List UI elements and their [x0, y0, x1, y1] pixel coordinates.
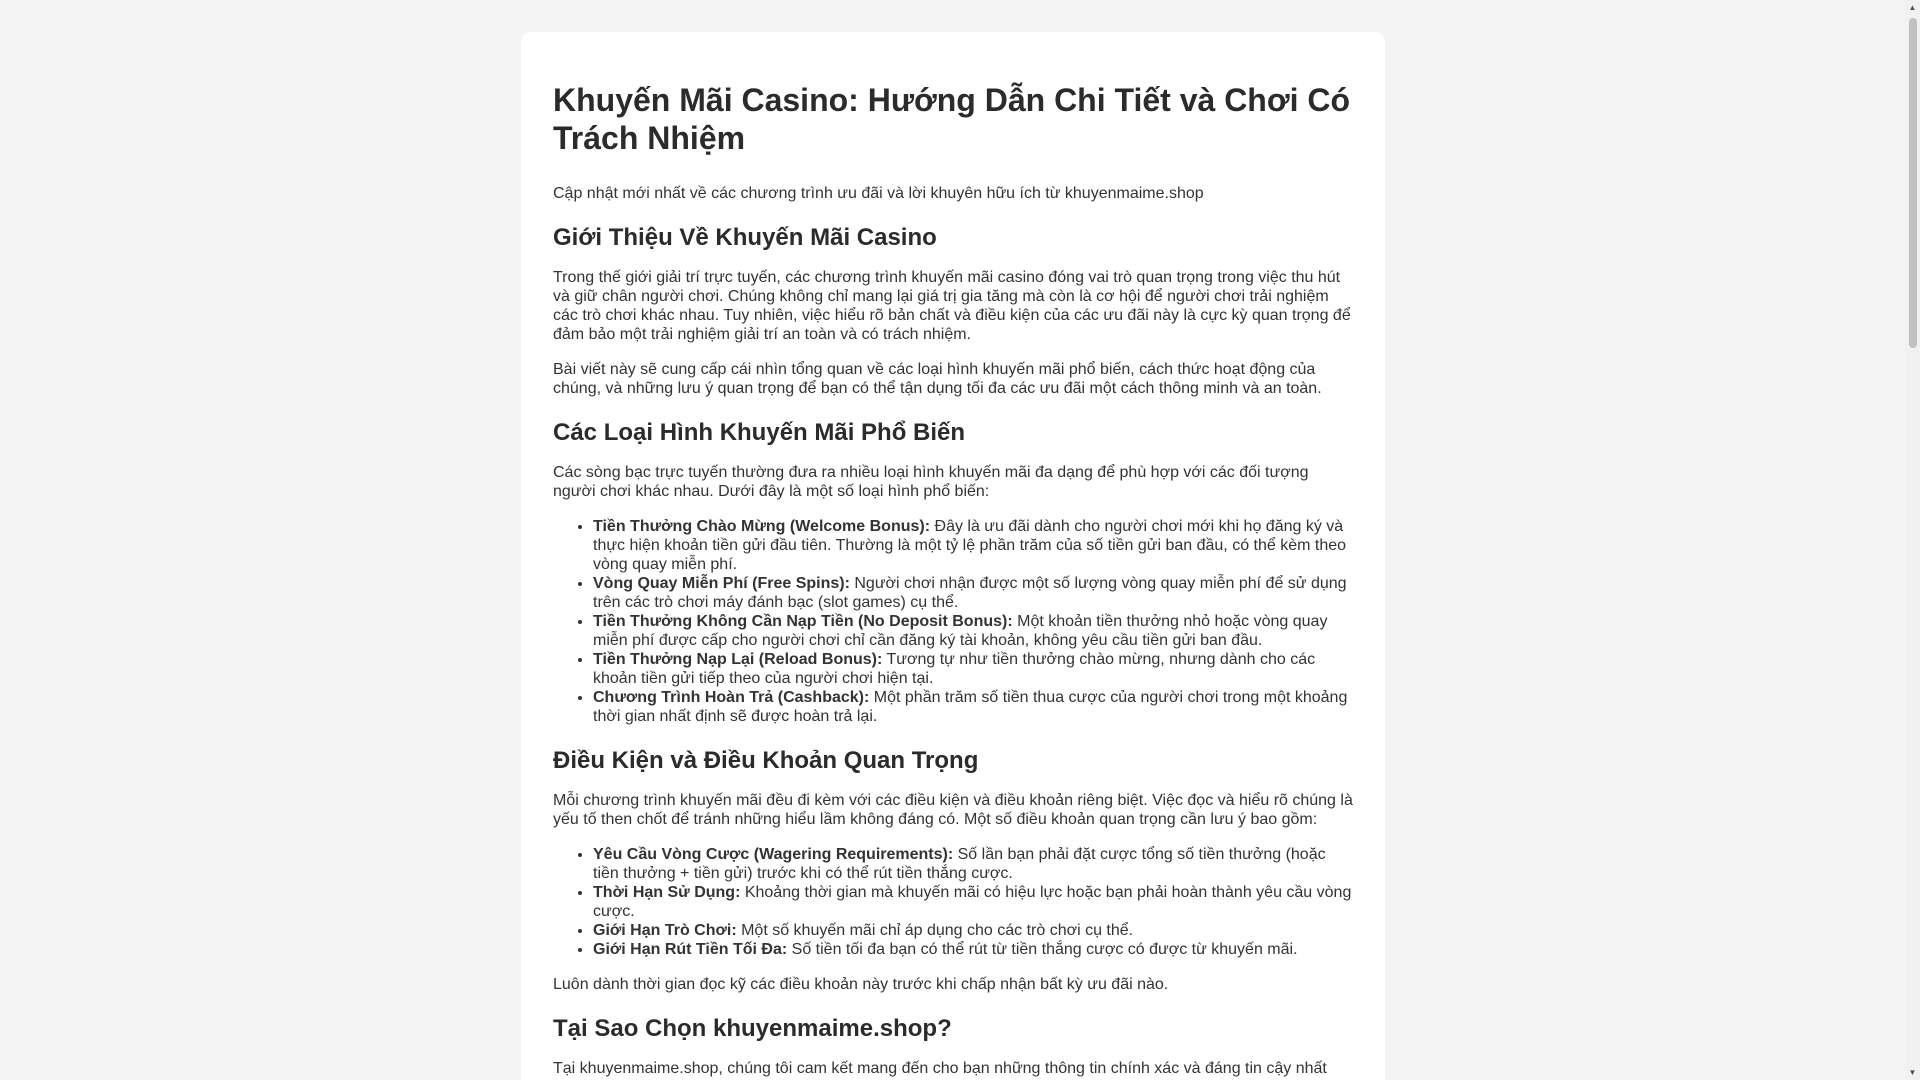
vertical-scrollbar[interactable] [1905, 0, 1920, 1080]
list-item [593, 688, 1353, 726]
list-item [593, 650, 1353, 688]
list-item-term: Thời Hạn Sử Dụng: [593, 884, 741, 901]
list-item-desc: Một số khuyến mãi chỉ áp dụng cho các trò chơi cụ thể. [736, 922, 1134, 939]
list-item-term: Giới Hạn Trò Chơi: [593, 922, 737, 939]
list-item [593, 574, 1353, 612]
list-item-term: Chương Trình Hoàn Trả (Cashback): [593, 689, 870, 706]
promotion-types-list [553, 517, 1353, 726]
list-item-desc: Khoảng thời gian mà khuyến mãi có hiệu lực hoặc bạn phải hoàn thành yêu cầu vòng cược. [593, 884, 1352, 920]
intro-paragraph-1: Trong thế giới giải trí trực tuyến, các chương trình khuyến mãi casino đóng vai trò quan trọng trong việc thu hút và giữ chân người chơi. Chúng không chỉ mang lại giá trị gia tăng mà còn là cơ hội để người chơi trải nghiệm các trò chơi khác nhau. Tuy nhiên, việc hiểu rõ bản chất và điều kiện của các ưu đãi này là cực kỳ quan trọng để đảm bảo một trải nghiệm giải trí an toàn và có trách nhiệm. [553, 269, 1351, 343]
why-paragraph: Tại khuyenmaime.shop, chúng tôi cam kết mang đến cho bạn những thông tin chính xác và đáng tin cậy nhất [553, 1060, 1327, 1077]
list-item-desc: Đây là ưu đãi dành cho người chơi mới khi họ đăng ký và thực hiện khoản tiền gửi đầu tiên. Thường là một tỷ lệ phần trăm của số tiền gửi ban đầu, có thể kèm theo vòng quay miễn phí. [593, 518, 1347, 573]
list-item-desc: Một khoản tiền thưởng nhỏ hoặc vòng quay miễn phí được cấp cho người chơi chỉ cần đăng ký tài khoản, không yêu cầu tiền gửi ban đầu. [593, 613, 1328, 649]
list-item-term: Tiền Thưởng Nạp Lại (Reload Bonus): [593, 651, 883, 668]
terms-paragraph-2: Luôn dành thời gian đọc kỹ các điều khoản này trước khi chấp nhận bất kỳ ưu đãi nào. [553, 976, 1169, 993]
list-item-desc: Một phần trăm số tiền thua cược của người chơi trong một khoảng thời gian nhất định sẽ được hoàn trả lại. [593, 689, 1348, 725]
list-item [593, 845, 1353, 883]
list-item-term: Vòng Quay Miễn Phí (Free Spins): [593, 575, 850, 592]
types-paragraph: Các sòng bạc trực tuyến thường đưa ra nhiều loại hình khuyến mãi đa dạng để phù hợp với các đối tượng người chơi khác nhau. Dưới đây là một số loại hình phổ biến: [553, 464, 1309, 500]
section-heading-types: Các Loại Hình Khuyến Mãi Phổ Biến [553, 419, 966, 446]
list-item [593, 517, 1353, 574]
section-heading-why: Tại Sao Chọn khuyenmaime.shop? [553, 1015, 952, 1042]
terms-paragraph-1: Mỗi chương trình khuyến mãi đều đi kèm với các điều kiện và điều khoản riêng biệt. Việc đọc và hiểu rõ chúng là yếu tố then chốt để tránh những hiểu lầm không đáng có. Một số điều khoản quan trọng cần lưu ý bao gồm: [553, 792, 1353, 828]
list-item-term: Tiền Thưởng Không Cần Nạp Tiền (No Deposit Bonus): [593, 613, 1013, 630]
intro-paragraph-2: Bài viết này sẽ cung cấp cái nhìn tổng quan về các loại hình khuyến mãi phổ biến, cách thức hoạt động của chúng, và những lưu ý quan trọng để bạn có thể tận dụng tối đa các ưu đãi một cách thông minh và an toàn. [553, 361, 1322, 397]
scroll-up-arrow-icon[interactable]: ▲ [1908, 3, 1917, 12]
scroll-down-arrow-icon[interactable]: ▼ [1908, 1068, 1917, 1077]
list-item [593, 612, 1353, 650]
list-item-desc: Số lần bạn phải đặt cược tổng số tiền thưởng (hoặc tiền thưởng + tiền gửi) trước khi có thể rút tiền thắng cược. [593, 846, 1326, 882]
list-item [593, 883, 1353, 921]
page-title: Khuyến Mãi Casino: Hướng Dẫn Chi Tiết và Chơi Có Trách Nhiệm [553, 82, 1351, 156]
list-item-desc: Số tiền tối đa bạn có thể rút từ tiền thắng cược có được từ khuyến mãi. [787, 941, 1298, 958]
list-item-desc: Người chơi nhận được một số lượng vòng quay miễn phí để sử dụng trên các trò chơi máy đánh bạc (slot games) cụ thể. [593, 575, 1347, 611]
terms-list [553, 845, 1353, 959]
page-subtitle: Cập nhật mới nhất về các chương trình ưu đãi và lời khuyên hữu ích từ khuyenmaime.shop [553, 185, 1204, 202]
section-heading-terms: Điều Kiện và Điều Khoản Quan Trọng [553, 747, 979, 774]
list-item [593, 940, 1353, 959]
list-item-term: Tiền Thưởng Chào Mừng (Welcome Bonus): [593, 518, 931, 535]
article-card [521, 32, 1385, 1080]
list-item-term: Giới Hạn Rút Tiền Tối Đa: [593, 941, 788, 958]
list-item-desc: Tương tự như tiền thưởng chào mừng, nhưng dành cho các khoản tiền gửi tiếp theo của người chơi hiện tại. [593, 651, 1316, 687]
section-heading-intro: Giới Thiệu Về Khuyến Mãi Casino [553, 224, 937, 251]
scrollbar-thumb[interactable] [1909, 18, 1917, 348]
list-item [593, 921, 1353, 940]
list-item-term: Yêu Cầu Vòng Cược (Wagering Requirements): [593, 846, 954, 863]
